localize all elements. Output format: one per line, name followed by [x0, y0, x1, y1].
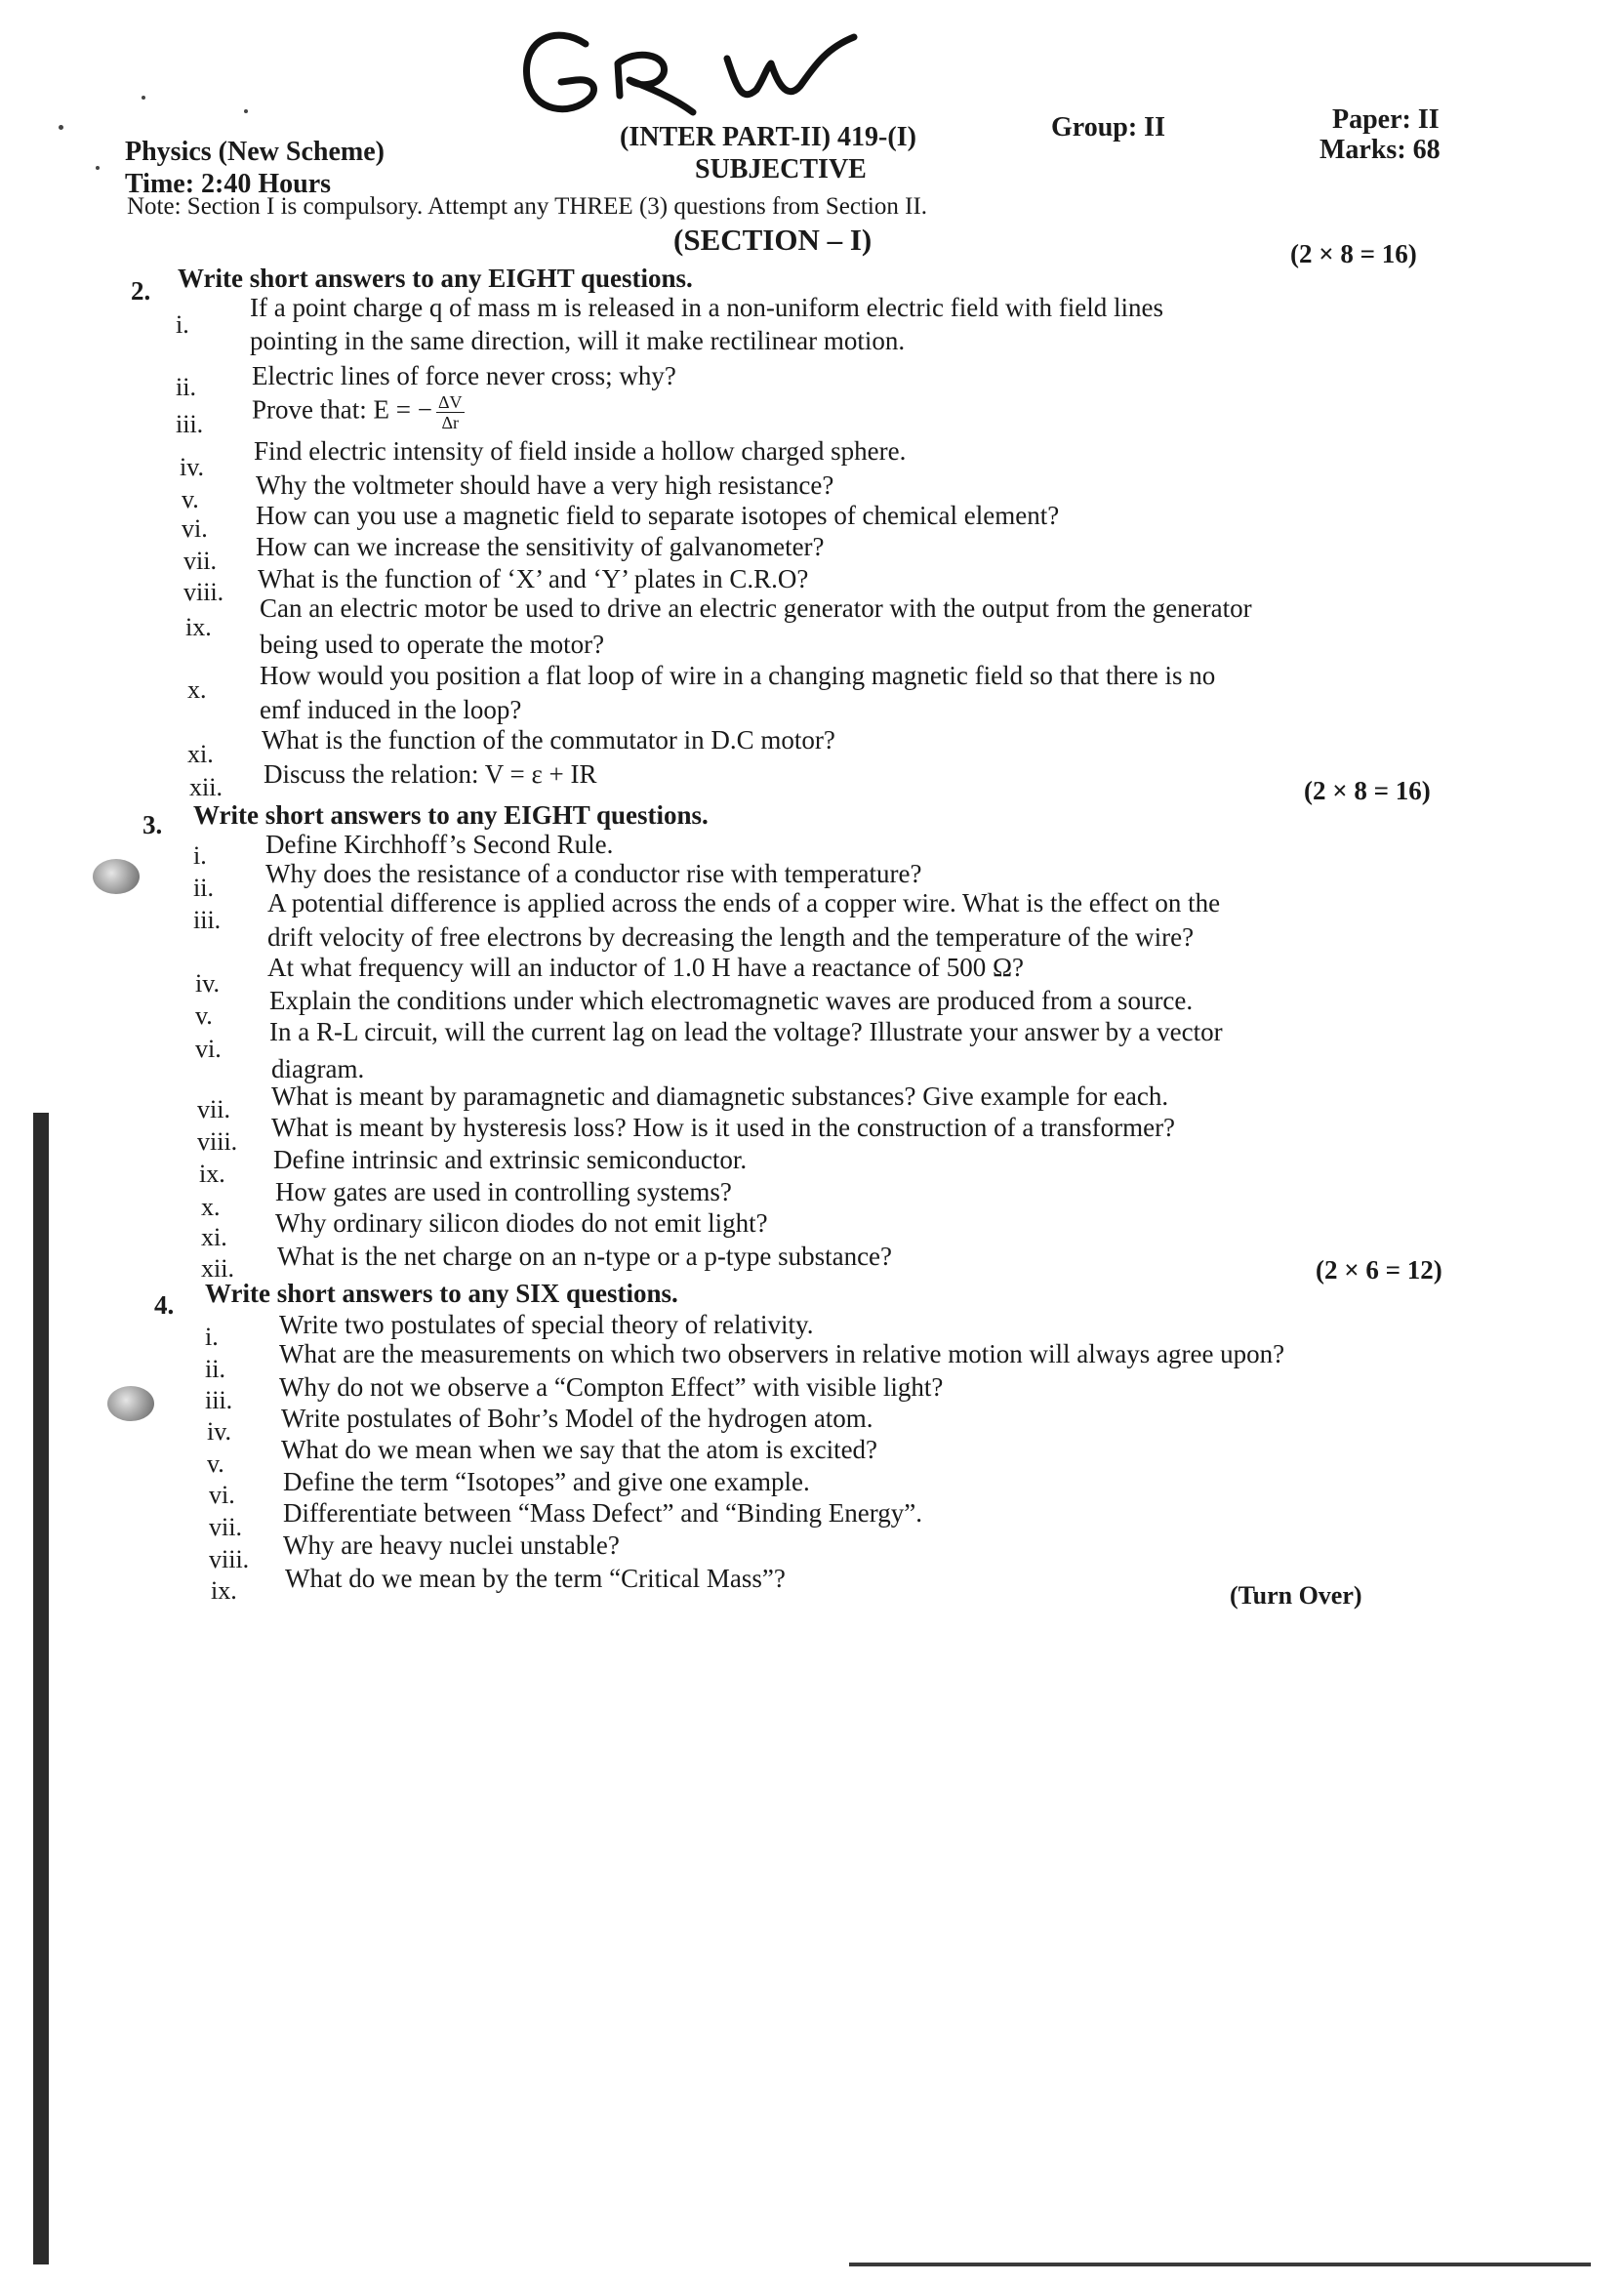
q3-marks: (2 × 8 = 16) [1304, 776, 1431, 805]
q4-part-v-line1: What do we mean when we say that the atom is excited? [281, 1435, 878, 1464]
q3-part-xi-numeral: xi. [201, 1223, 227, 1251]
q2-part-x-numeral: x. [187, 675, 207, 704]
q2-marks: (2 × 8 = 16) [1290, 239, 1417, 268]
q4-part-viii-numeral: viii. [209, 1545, 250, 1573]
q3-part-iii-line2: drift velocity of free electrons by decreasing the length and the temperature of the wire? [267, 922, 1195, 952]
q3-part-vi-numeral: vi. [195, 1035, 222, 1063]
punch-hole-mark [93, 859, 140, 894]
q4-part-viii-line1: Why are heavy nuclei unstable? [283, 1530, 620, 1560]
q2-part-iii-text: Prove that: E = − [252, 394, 432, 425]
subjective-label: SUBJECTIVE [695, 154, 867, 184]
q3-part-ii-line1: Why does the resistance of a conductor rise with temperature? [265, 859, 922, 888]
q2-part-ix-numeral: ix. [185, 613, 212, 641]
q2-part-vi-numeral: vi. [182, 514, 208, 543]
q3-part-ix-line1: Define intrinsic and extrinsic semiconductor. [273, 1145, 748, 1174]
q4-part-vii-numeral: vii. [209, 1513, 242, 1541]
q4-part-iii-line1: Why do not we observe a “Compton Effect” with visible light? [279, 1372, 944, 1402]
q3-part-vi-line1: In a R-L circuit, will the current lag on lead the voltage? Illustrate your answer by a vector [269, 1017, 1223, 1046]
scan-edge-shadow [33, 1113, 49, 2264]
marks-label: Marks: 68 [1320, 135, 1441, 165]
q2-part-xii-numeral: xii. [189, 773, 223, 801]
q4-part-iii-numeral: iii. [205, 1386, 233, 1414]
q4-part-vii-line1: Differentiate between “Mass Defect” and “Binding Energy”. [283, 1498, 922, 1528]
q3-number: 3. [142, 810, 163, 839]
q2-part-vi-line1: How can you use a magnetic field to separate isotopes of chemical element? [256, 501, 1060, 530]
q4-part-iv-numeral: iv. [207, 1417, 232, 1446]
q3-part-i-line1: Define Kirchhoff’s Second Rule. [265, 830, 614, 859]
q2-part-xii-line1: Discuss the relation: V = ε + IR [264, 759, 597, 789]
q2-part-i-line1: If a point charge q of mass m is released in a non-uniform electric field with field lines [250, 293, 1163, 322]
q4-part-ii-numeral: ii. [205, 1355, 225, 1383]
q2-part-iii-numeral: iii. [176, 410, 204, 438]
q3-part-ii-numeral: ii. [193, 874, 214, 902]
q4-part-vi-numeral: vi. [209, 1481, 235, 1509]
turn-over-label: (Turn Over) [1230, 1581, 1362, 1610]
q4-part-i-line1: Write two postulates of special theory of relativity. [279, 1310, 814, 1339]
q2-part-x-line2: emf induced in the loop? [260, 695, 522, 724]
handwritten-stamp-logo [503, 20, 893, 127]
q3-part-x-line1: How gates are used in controlling systems? [275, 1177, 732, 1206]
q2-part-vii-numeral: vii. [183, 547, 217, 575]
exam-code: (INTER PART-II) 419-(I) [620, 122, 916, 152]
q3-part-iv-line1: At what frequency will an inductor of 1.0 H have a reactance of 500 Ω? [267, 953, 1025, 982]
q2-part-i-numeral: i. [176, 310, 189, 339]
q3-part-viii-line1: What is meant by hysteresis loss? How is it used in the construction of a transformer? [271, 1113, 1176, 1142]
q2-part-v-line1: Why the voltmeter should have a very high resistance? [256, 470, 834, 500]
q2-part-x-line1: How would you position a flat loop of wire in a changing magnetic field so that there is no [260, 661, 1216, 690]
q3-part-iv-numeral: iv. [195, 969, 221, 998]
q4-part-ix-line1: What do we mean by the term “Critical Mass”? [285, 1564, 786, 1593]
exam-time: Time: 2:40 Hours [125, 169, 332, 199]
q2-part-viii-line1: What is the function of ‘X’ and ‘Y’ plates in C.R.O? [258, 564, 809, 593]
q3-part-xi-line1: Why ordinary silicon diodes do not emit light? [275, 1208, 768, 1238]
subject-title: Physics (New Scheme) [125, 137, 385, 167]
q2-part-xi-numeral: xi. [187, 740, 214, 768]
q2-part-i-line2: pointing in the same direction, will it make rectilinear motion. [250, 326, 906, 355]
q3-part-vi-line2: diagram. [271, 1054, 365, 1083]
q4-part-v-numeral: v. [207, 1449, 224, 1478]
fraction-denominator: Δr [441, 413, 460, 432]
q4-marks: (2 × 6 = 12) [1316, 1255, 1442, 1285]
q4-part-iv-line1: Write postulates of Bohr’s Model of the hydrogen atom. [281, 1404, 873, 1433]
q2-part-iv-line1: Find electric intensity of field inside a hollow charged sphere. [254, 436, 907, 466]
q4-part-ii-line1: What are the measurements on which two observers in relative motion will always agree upon? [279, 1339, 1285, 1368]
q2-part-iv-numeral: iv. [180, 453, 205, 481]
punch-hole-mark-lower [107, 1386, 154, 1421]
group-label: Group: II [1051, 112, 1165, 143]
q3-part-xii-line1: What is the net charge on an n-type or a p-type substance? [277, 1242, 893, 1271]
q2-part-ii-numeral: ii. [176, 373, 196, 401]
q2-part-ix-line1: Can an electric motor be used to drive an electric generator with the output from the generator [260, 593, 1252, 623]
delta-v-over-delta-r-fraction [436, 392, 465, 432]
q4-number: 4. [154, 1290, 175, 1320]
q4-part-ix-numeral: ix. [211, 1576, 237, 1605]
q3-part-v-numeral: v. [195, 1001, 213, 1030]
q2-heading: Write short answers to any EIGHT questions. [178, 264, 693, 293]
q2-number: 2. [131, 276, 151, 306]
paper-label: Paper: II [1332, 104, 1440, 135]
q3-part-ix-numeral: ix. [199, 1160, 225, 1188]
q3-part-iii-line1: A potential difference is applied across the ends of a copper wire. What is the effect on the [267, 888, 1221, 918]
q3-part-xii-numeral: xii. [201, 1254, 234, 1283]
q3-part-i-numeral: i. [193, 841, 207, 870]
q3-part-vii-numeral: vii. [197, 1095, 230, 1123]
section-title: (SECTION – I) [673, 223, 873, 257]
q2-part-v-numeral: v. [182, 485, 199, 513]
q4-heading: Write short answers to any SIX questions. [205, 1279, 678, 1308]
q4-part-i-numeral: i. [205, 1323, 219, 1351]
instruction-note: Note: Section I is compulsory. Attempt any THREE (3) questions from Section II. [127, 193, 928, 220]
q3-part-vii-line1: What is meant by paramagnetic and diamagnetic substances? Give example for each. [271, 1081, 1169, 1111]
fraction-numerator: ΔV [437, 392, 463, 412]
q3-part-v-line1: Explain the conditions under which electromagnetic waves are produced from a source. [269, 986, 1194, 1015]
q2-part-xi-line1: What is the function of the commutator in D.C motor? [262, 725, 835, 755]
q2-part-viii-numeral: viii. [183, 578, 224, 606]
q3-part-x-numeral: x. [201, 1193, 221, 1221]
q2-part-iii-line1 [252, 392, 465, 432]
q3-part-viii-numeral: viii. [197, 1127, 238, 1156]
q2-part-ii-line1: Electric lines of force never cross; why? [252, 361, 676, 390]
q3-part-iii-numeral: iii. [193, 906, 222, 934]
q2-part-ix-line2: being used to operate the motor? [260, 630, 605, 659]
q2-part-vii-line1: How can we increase the sensitivity of galvanometer? [256, 532, 825, 561]
scan-bottom-line [849, 2263, 1591, 2266]
q4-part-vi-line1: Define the term “Isotopes” and give one example. [283, 1467, 810, 1496]
q3-heading: Write short answers to any EIGHT questions. [193, 800, 709, 830]
